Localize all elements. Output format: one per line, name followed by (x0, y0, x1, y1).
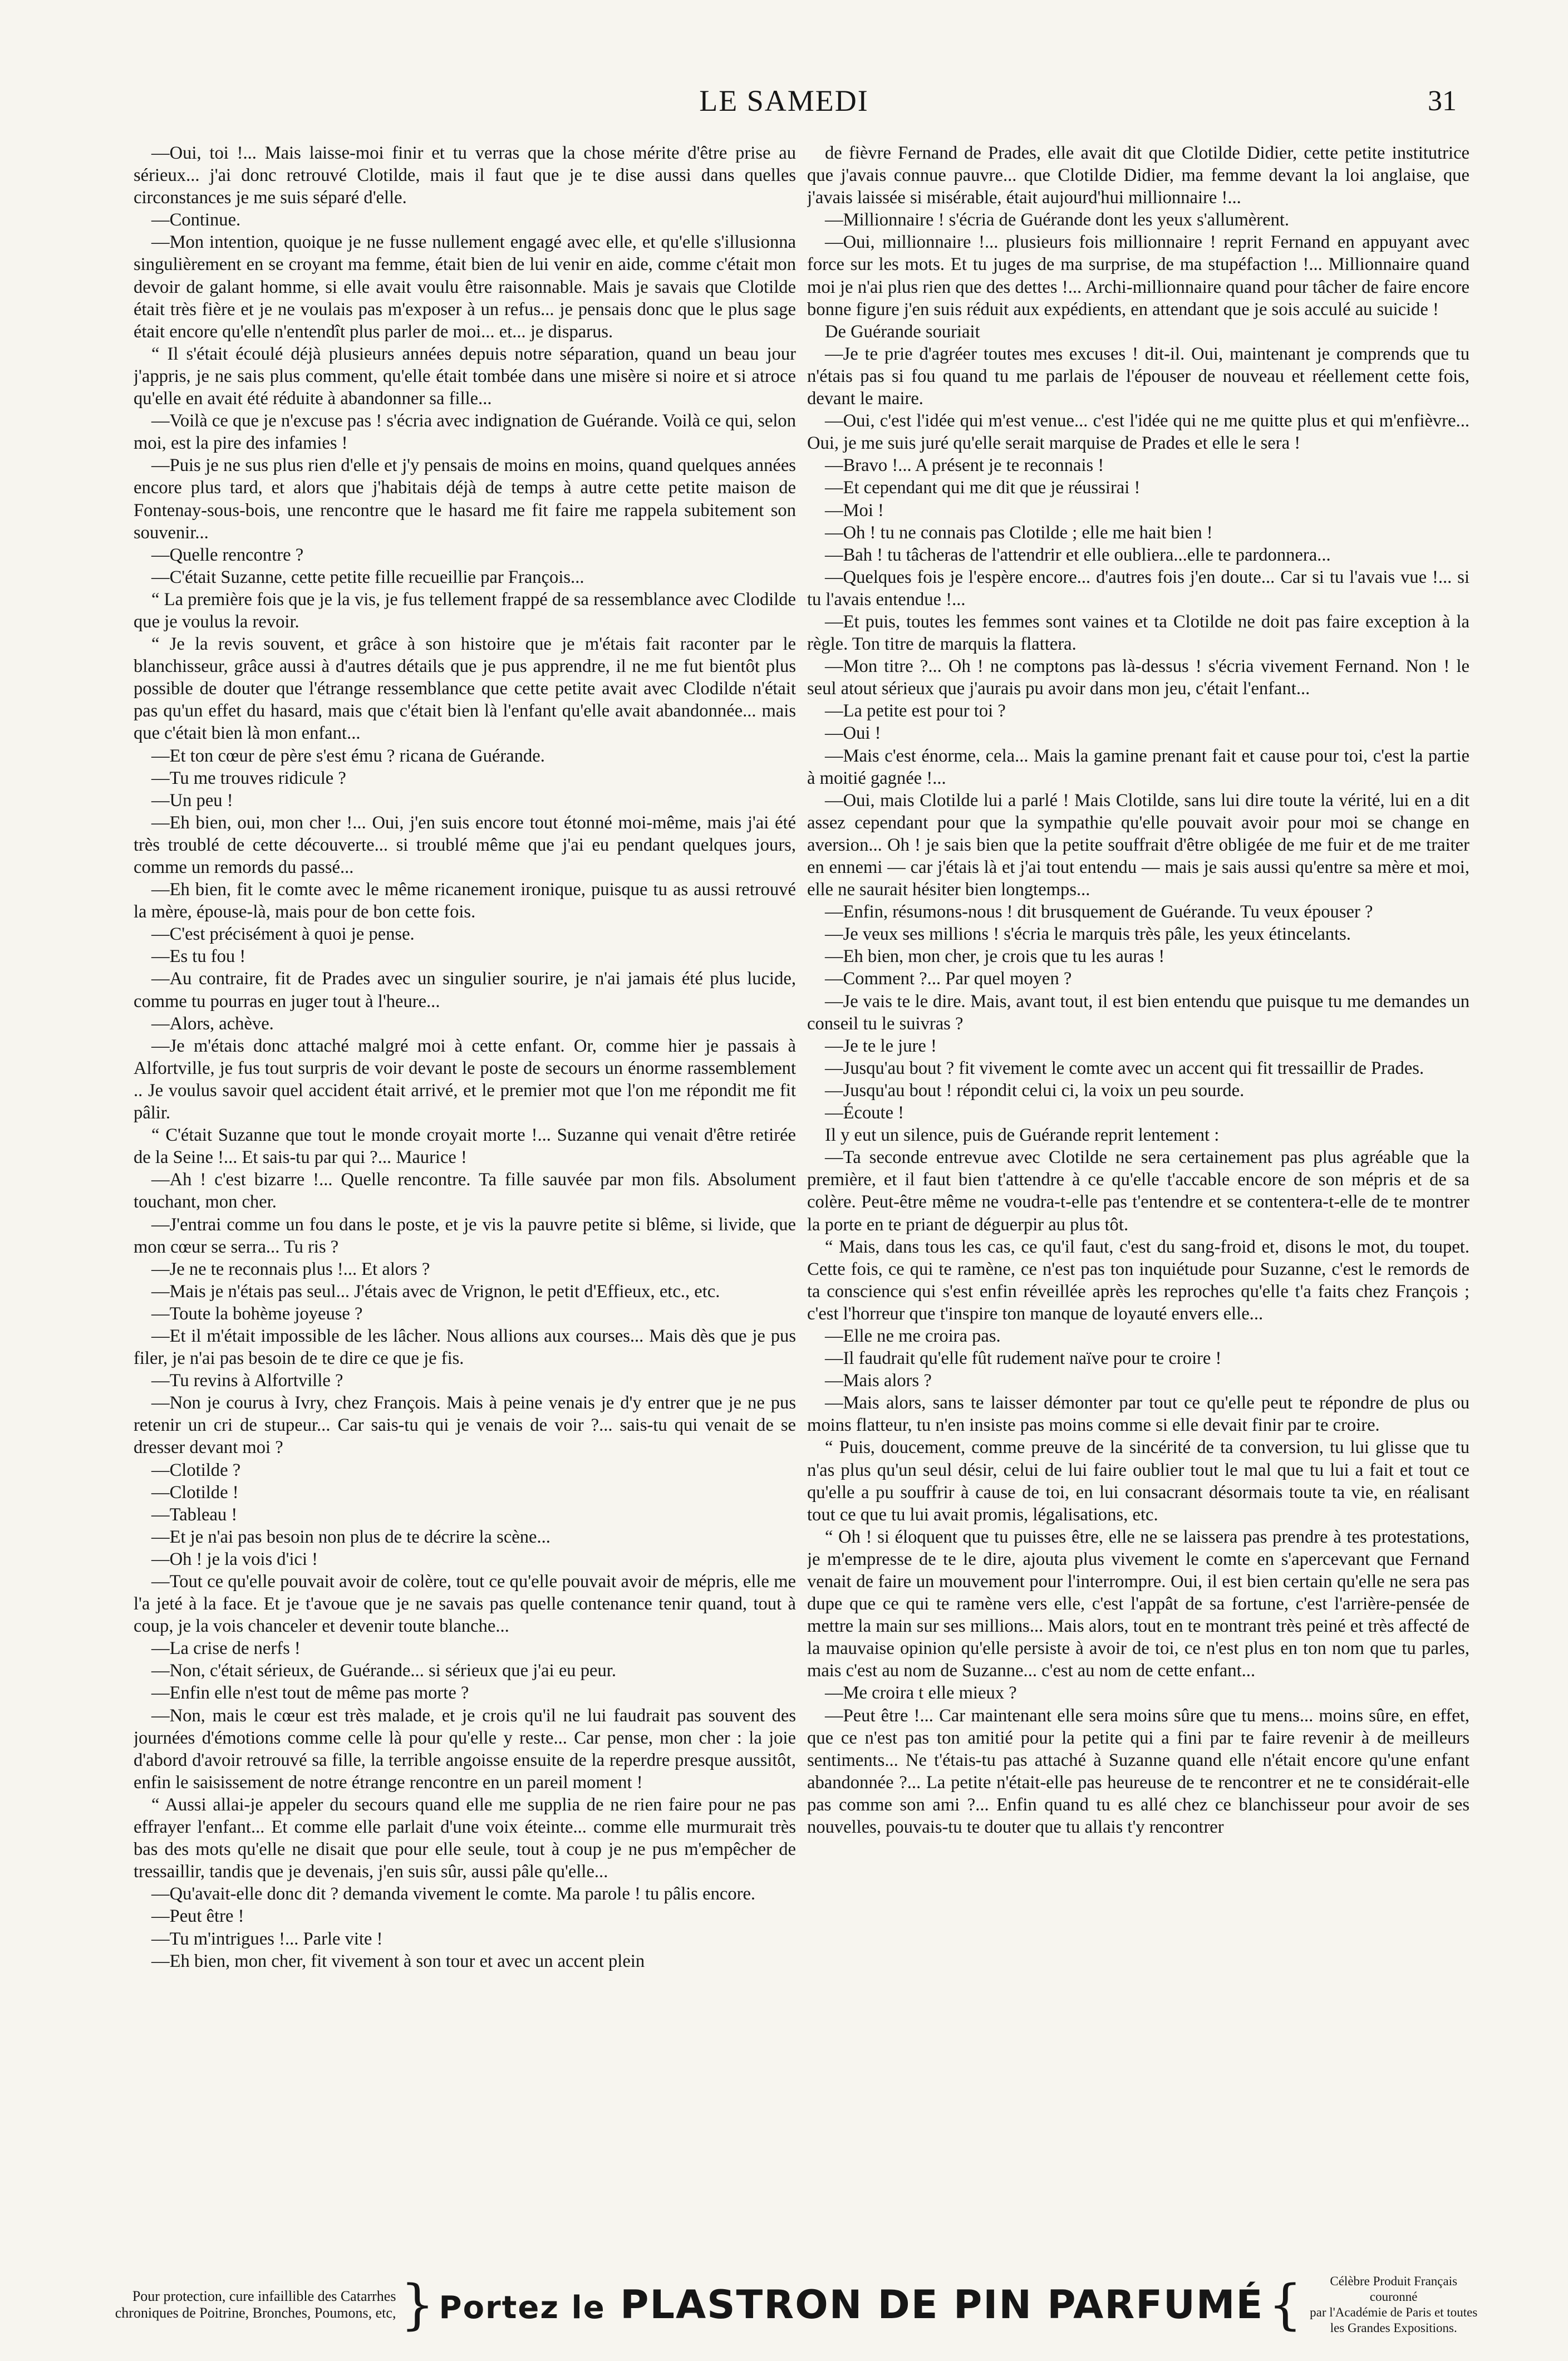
paragraph: —Eh bien, mon cher, fit vivement à son tour et avec un accent plein (151, 1951, 645, 1971)
paragraph: —Toute la bohème joyeuse ? (151, 1303, 363, 1324)
paragraph: —Au contraire, fit de Prades avec un singulier sourire, je n'ai jamais été plus lucide, comme tu pourras en juger tout à l'heure... (134, 969, 796, 1012)
paragraph: —La petite est pour toi ? (825, 701, 1006, 721)
ad-right-line: par l'Académie de Paris et toutes (1310, 2305, 1478, 2319)
paragraph: —Oui, millionnaire !... plusieurs fois millionnaire ! reprit Fernand en appuyant avec force sur les mots. Et tu juges de ma surprise, de ma stupéfaction !... Millionnaire quand moi je n'ai plus rien que des dettes !... Archi-millionnaire quand pour tâcher de faire encore bonne figure j'en suis réduit aux expédients, en attendant que je sois acculé au suicide ! (807, 232, 1469, 320)
paragraph: —Tout ce qu'elle pouvait avoir de colère, tout ce qu'elle pouvait avoir de mépris, elle me l'a jeté à la face. Et je t'avoue que je ne savais pas quelle contenance tenir quand, tout à coup, je la vois chanceler et devenir toute blanche... (134, 1572, 796, 1637)
paragraph: —Enfin elle n'est tout de même pas morte ? (151, 1683, 469, 1704)
paragraph: —Tableau ! (151, 1504, 238, 1525)
paragraph: Il y eut un silence, puis de Guérande reprit lentement : (825, 1125, 1220, 1146)
paragraph: —Qu'avait-elle donc dit ? demanda vivement le comte. Ma parole ! tu pâlis encore. (151, 1884, 756, 1904)
paragraph: —Je veux ses millions ! s'écria le marquis très pâle, les yeux étincelants. (825, 924, 1351, 945)
paragraph: —Et puis, toutes les femmes sont vaines et ta Clotilde ne doit pas faire exception à la règle. Ton titre de marquis la flattera. (807, 611, 1469, 655)
paragraph: —Quelle rencontre ? (151, 544, 304, 565)
paragraph: —Ah ! c'est bizarre !... Quelle rencontre. Ta fille sauvée par mon fils. Absolument touchant, mon cher. (134, 1170, 796, 1213)
paragraph: —Enfin, résumons-nous ! dit brusquement de Guérande. Tu veux épouser ? (825, 902, 1373, 922)
paragraph: —Peut être !... Car maintenant elle sera moins sûre que tu mens... moins sûre, en effet, que ce n'est pas ton amitié pour la petite qui a fini par te faire revenir à de meilleurs sentiments... Ne t'étais-tu pas attaché à Suzanne quand elle n'était encore qu'une enfant abandonnée ?... La petite n'était-elle pas heureuse de te rencontrer et ne te considérait-elle pas comme son ami ?... Enfin quand tu es allé chez ce blanchisseur pour avoir de ses nouvelles, pouvais-tu te douter que tu allais t'y rencontrer (807, 1705, 1469, 1838)
paragraph: De Guérande souriait (825, 321, 980, 342)
paragraph: —Non, mais le cœur est très malade, et je crois qu'il ne lui faudrait pas souvent des journées d'émotions comme celle là pour qu'elle y reste... Car pense, mon cher : la joie d'abord d'avoir retrouvé sa fille, la terrible angoisse ensuite de la reperdre presque aussitôt, enfin le saisissement de notre étrange rencontre en un pareil moment ! (134, 1705, 796, 1793)
paragraph: de fièvre Fernand de Prades, elle avait dit que Clotilde Didier, cette petite institutrice que j'avais connue pauvre... que Clotilde Didier, ma femme devant la loi anglaise, que j'avais laissée si misérable, était aujourd'hui millionnaire !... (807, 143, 1469, 208)
paragraph: —Eh bien, mon cher, je crois que tu les auras ! (825, 946, 1165, 967)
paragraph: —Écoute ! (825, 1103, 905, 1123)
paragraph: “ C'était Suzanne que tout le monde croyait morte !... Suzanne qui venait d'être retirée de la Seine !... Et sais-tu par qui ?... Maurice ! (134, 1125, 796, 1168)
paragraph: “ La première fois que je la vis, je fus tellement frappé de sa ressemblance avec Clodilde que je voulus la revoir. (134, 589, 796, 632)
paragraph: “ Il s'était écoulé déjà plusieurs années depuis notre séparation, quand un beau jour j'appris, je ne sais plus comment, qu'elle était tombée dans une misère si noire et si atroce qu'elle en avait été réduite à abandonner sa fille... (134, 343, 796, 409)
paragraph: —Jusqu'au bout ? fit vivement le comte avec un accent qui fit tressaillir de Prades. (825, 1058, 1424, 1078)
paragraph: —Eh bien, fit le comte avec le même ricanement ironique, puisque tu as aussi retrouvé la mère, épouse-là, mais pour de bon cette fois. (134, 880, 796, 922)
paragraph: —Jusqu'au bout ! répondit celui ci, la voix un peu sourde. (825, 1080, 1245, 1101)
paragraph: —Il faudrait qu'elle fût rudement naïve pour te croire ! (825, 1348, 1222, 1369)
paragraph: —Moi ! (825, 500, 884, 521)
paragraph: “ Oh ! si éloquent que tu puisses être, elle ne se laissera pas prendre à tes protestations, je m'empresse de te le dire, ajouta plus vivement le comte en s'apercevant que Fernand venait de faire un mouvement pour l'interrompre. Oui, il est bien certain qu'elle ne sera pas dupe que ce qui te ramène vers elle, c'est l'appât de sa fortune, c'est l'arrière-pensée de mettre la main sur ses millions... Mais alors, tout en te montrant très peiné et très affecté de la mauvaise opinion qu'elle persiste à avoir de toi, ce n'est plus en ton nom que tu parles, mais c'est au nom de Suzanne... c'est au nom de cette enfant... (807, 1526, 1469, 1681)
brace-glyph: { (1268, 2274, 1302, 2336)
journal-title: LE SAMEDI (699, 84, 869, 117)
paragraph: —Tu m'intrigues !... Parle vite ! (151, 1928, 383, 1949)
paragraph: —Un peu ! (151, 790, 233, 811)
ad-left-text (111, 2288, 396, 2321)
paragraph: —Je m'étais donc attaché malgré moi à cette enfant. Or, comme hier je passais à Alfortville, je fus tout surpris de voir devant le poste de secours un énorme rassemblement .. Je voulus savoir quel accident était arrivé, et le premier mot que l'on me répondit me fit pâlir. (134, 1035, 796, 1123)
ad-left-line: chroniques de Poitrine, Bronches, Poumons, etc, (115, 2305, 396, 2321)
paragraph: —C'était Suzanne, cette petite fille recueillie par François... (151, 567, 584, 587)
advertisement-banner (111, 2274, 1481, 2335)
ad-right-text (1306, 2274, 1481, 2336)
paragraph: —Tu me trouves ridicule ? (151, 768, 346, 788)
paragraph: —Et il m'était impossible de les lâcher. Nous allions aux courses... Mais dès que je pus filer, je n'ai pas besoin de te dire ce que je fis. (134, 1326, 796, 1369)
paragraph: —Mais alors, sans te laisser démonter par tout ce qu'elle peut te répondre de plus ou moins flatteur, tu n'en insiste pas moins comme si elle devait finir par te croire. (807, 1393, 1469, 1436)
paragraph: —Je te prie d'agréer toutes mes excuses ! dit-il. Oui, maintenant je comprends que tu n'étais pas si fou quand tu me parlais de l'épouser de nouveau et réellement cette fois, devant le maire. (807, 343, 1469, 409)
right-text-column (807, 142, 1469, 2235)
ad-headline (439, 2282, 1264, 2328)
paragraph: —Je vais te le dire. Mais, avant tout, il est bien entendu que puisque tu me demandes un conseil tu le suivras ? (807, 991, 1469, 1034)
paragraph: —Mon titre ?... Oh ! ne comptons pas là-dessus ! s'écria vivement Fernand. Non ! le seul atout sérieux que j'aurais pu avoir dans mon jeu, c'était l'enfant... (807, 656, 1469, 699)
paragraph: —Bravo !... A présent je te reconnais ! (825, 455, 1104, 476)
paragraph: —Clotilde ? (151, 1460, 241, 1480)
paragraph: “ Aussi allai-je appeler du secours quand elle me supplia de ne rien faire pour ne pas effrayer l'enfant... Et comme elle parlait d'une voix éteinte... comme elle murmurait très bas des mots qu'elle ne disait que pour elle seule, tout à coup je ne pus m'empêcher de tressaillir, tandis que je devenais, j'en suis sûr, aussi pâle qu'elle... (134, 1794, 796, 1882)
paragraph: —Es tu fou ! (151, 946, 246, 967)
ad-right-line: Célèbre Produit Français couronné (1330, 2274, 1458, 2304)
paragraph: —Quelques fois je l'espère encore... d'autres fois j'en doute... Car si tu l'avais vue !... si tu l'avais entendue !... (807, 567, 1469, 610)
paragraph: —La crise de nerfs ! (151, 1638, 301, 1659)
paragraph: —Elle ne me croira pas. (825, 1326, 1001, 1346)
paragraph: —Me croira t elle mieux ? (825, 1683, 1017, 1704)
paragraph: —Mais alors ? (825, 1371, 932, 1391)
paragraph: —J'entrai comme un fou dans le poste, et je vis la pauvre petite si blême, si livide, que mon cœur se serra... Tu ris ? (134, 1214, 796, 1257)
paragraph: —Eh bien, oui, mon cher !... Oui, j'en suis encore tout étonné moi-même, mais j'ai été très troublé de cette découverte... si troublé même que j'ai eu pendant quelques jours, comme un remords du passé... (134, 812, 796, 877)
paragraph: —Je ne te reconnais plus !... Et alors ? (151, 1259, 430, 1279)
ad-right-line: les Grandes Expositions. (1330, 2321, 1457, 2335)
paragraph: —Mais c'est énorme, cela... Mais la gamine prenant fait et cause pour toi, c'est la partie à moitié gagnée !... (807, 745, 1469, 788)
paragraph: “ Je la revis souvent, et grâce à son histoire que je m'étais fait raconter par le blanchisseur, grâce aussi à d'autres détails que je pus apprendre, il ne me fut bientôt plus possible de douter que l'étrange ressemblance que cette petite avait avec Clodilde n'était pas qu'un effet du hasard, mais que c'était bien là l'enfant qu'elle avait abandonnée... mais que c'était bien là mon enfant... (134, 634, 796, 744)
paragraph: —Oh ! tu ne connais pas Clotilde ; elle me hait bien ! (825, 522, 1213, 543)
paragraph: —Oui, c'est l'idée qui m'est venue... c'est l'idée qui ne me quitte plus et qui m'enfièvre... Oui, je me suis juré qu'elle serait marquise de Prades et elle le sera ! (807, 411, 1469, 454)
brace-glyph: } (400, 2274, 435, 2336)
paragraph: —Et cependant qui me dit que je réussirai ! (825, 478, 1141, 498)
ad-left-line: Pour protection, cure infaillible des Catarrhes (132, 2288, 396, 2304)
paragraph: —Bah ! tu tâcheras de l'attendrir et elle oubliera...elle te pardonnera... (825, 544, 1331, 565)
paragraph: —Oui, toi !... Mais laisse-moi finir et tu verras que la chose mérite d'être prise au sérieux... j'ai donc retrouvé Clotilde, mais il faut que je te dise aussi dans quelles circonstances je me suis séparé d'elle. (134, 143, 796, 208)
paragraph: —Et ton cœur de père s'est ému ? ricana de Guérande. (151, 745, 545, 766)
ad-headline-prefix: Portez le (439, 2290, 606, 2326)
page-header (0, 84, 1568, 122)
paragraph: —Alors, achève. (151, 1013, 274, 1034)
paragraph: —Tu revins à Alfortville ? (151, 1371, 343, 1391)
paragraph: —Voilà ce que je n'excuse pas ! s'écria avec indignation de Guérande. Voilà ce qui, selon moi, est la pire des infamies ! (134, 411, 796, 454)
paragraph: —Je te le jure ! (825, 1035, 937, 1056)
page-number: 31 (1428, 85, 1457, 117)
paragraph: “ Puis, doucement, comme preuve de la sincérité de ta conversion, tu lui glisse que tu n'as plus qu'un seul désir, celui de lui faire oublier tout le mal que tu lui a fait et tout ce qu'elle a pu souffrir à cause de toi, en lui consacrant désormais toute ta vie, en réalisant tout ce que tu lui avait promis, légalisations, etc. (807, 1437, 1469, 1525)
paragraph: —Clotilde ! (151, 1482, 239, 1503)
paragraph: —Peut être ! (151, 1906, 244, 1927)
paragraph: —Et je n'ai pas besoin non plus de te décrire la scène... (151, 1526, 550, 1547)
paragraph: —Mon intention, quoique je ne fusse nullement engagé avec elle, et qu'elle s'illusionna singulièrement en se croyant ma femme, était bien de lui venir en aide, comme c'était mon devoir de galant homme, si elle avait voulu être raisonnable. Mais je savais que Clotilde était très fière et je ne voulais pas m'exposer à un refus... je pensais donc que le plus sage était encore qu'elle n'entendît plus parler de moi... et... je disparus. (134, 232, 796, 342)
paragraph: —Continue. (151, 210, 241, 230)
paragraph: —Comment ?... Par quel moyen ? (825, 969, 1072, 989)
paragraph: —C'est précisément à quoi je pense. (151, 924, 415, 945)
paragraph: —Puis je ne sus plus rien d'elle et j'y pensais de moins en moins, quand quelques années encore plus tard, et alors que j'habitais déjà de temps à autre cette petite maison de Fontenay-sous-bois, une rencontre que le hasard me fit faire me rappela subitement son souvenir... (134, 455, 796, 543)
paragraph: —Non je courus à Ivry, chez François. Mais à peine venais je d'y entrer que je ne pus retenir un cri de stupeur... Car sais-tu qui je venais de voir ?... sais-tu qui venait de se dresser devant moi ? (134, 1393, 796, 1458)
paragraph: —Non, c'était sérieux, de Guérande... si sérieux que j'ai eu peur. (151, 1661, 616, 1681)
paragraph: —Ta seconde entrevue avec Clotilde ne sera certainement pas plus agréable que la première, et il faut bien t'attendre à ce qu'elle t'accable encore de son mépris et de sa colère. Peut-être même ne voudra-t-elle pas t'entendre et se contentera-t-elle de te montrer la porte en te priant de déguerpir au plus tôt. (807, 1147, 1469, 1235)
paragraph: —Mais je n'étais pas seul... J'étais avec de Vrignon, le petit d'Effieux, etc., etc. (151, 1281, 720, 1302)
left-text-column (134, 142, 796, 2235)
paragraph: —Millionnaire ! s'écria de Guérande dont les yeux s'allumèrent. (825, 210, 1290, 230)
paragraph: —Oui ! (825, 723, 881, 744)
paragraph: “ Mais, dans tous les cas, ce qu'il faut, c'est du sang-froid et, disons le mot, du toupet. Cette fois, ce qui te ramène, ce n'est pas ton inquiétude pour Suzanne, c'est le remords de ta conscience qui s'est enfin réveillée après les reproches qu'elle t'a faits chez François ; c'est l'horreur que t'inspire ton manque de loyauté envers elle... (807, 1236, 1469, 1324)
ad-headline-main: PLASTRON DE PIN PARFUMÉ (620, 2282, 1264, 2328)
paragraph: —Oh ! je la vois d'ici ! (151, 1549, 318, 1569)
paragraph: —Oui, mais Clotilde lui a parlé ! Mais Clotilde, sans lui dire toute la vérité, lui en a dit assez cependant pour que la sympathie qu'elle pouvait avoir pour moi se change en aversion... Oh ! je sais bien que la petite souffrait d'être obligée de me fuir et de me traiter en ennemi — car j'étais là et j'ai tout entendu — mais je sais aussi qu'entre sa mère et moi, elle ne saurait hésiter bien longtemps... (807, 790, 1469, 900)
